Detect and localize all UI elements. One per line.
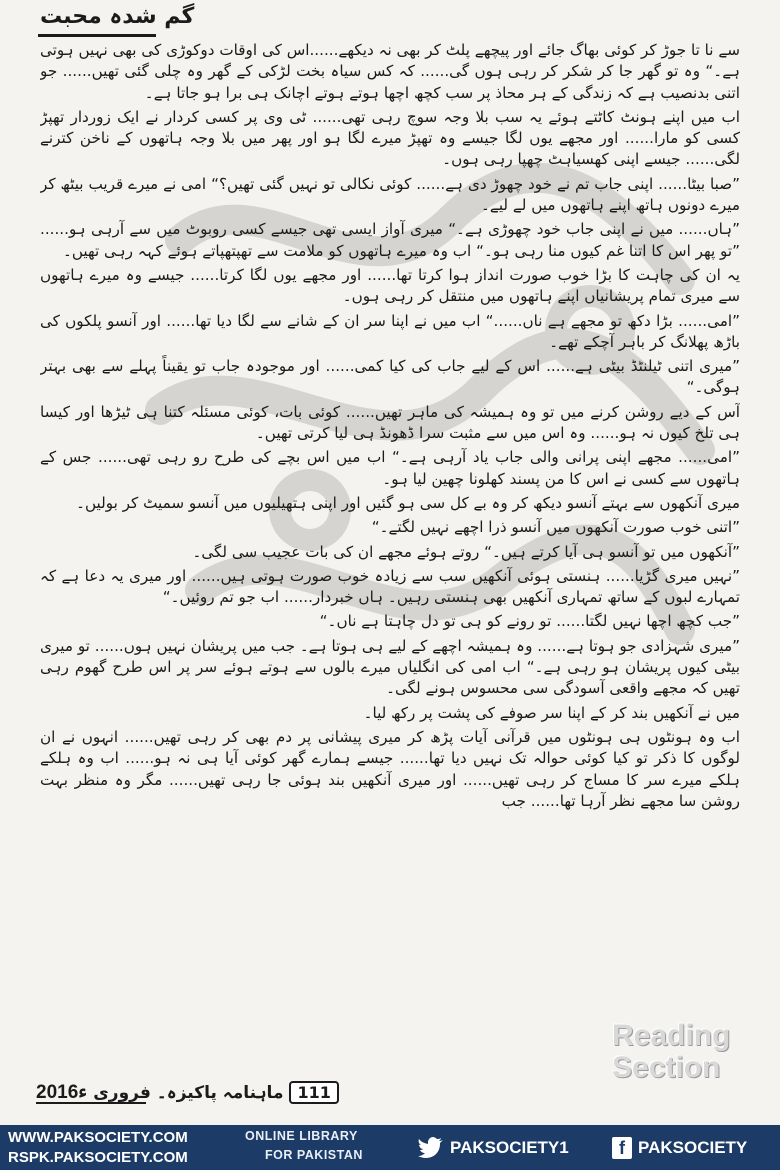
paragraph: اب وہ ہونٹوں ہی ہونٹوں میں قرآنی آیات پڑھ کر میری پیشانی پر دم بھی کر رہی تھیں...... انہوں نے ان لوگوں کا ذکر تو کیا کوئی حوالہ تک نہیں دیا تھا...... جیسے ہمارے گھر کوئی آیا ہی نہ ہو...... اب وہ ہلکے ہلکے میرے سر کا مساج کر رہی تھیں...... اور میری آنکھیں بند ہوئی جا رہی تھیں...... مگر وہ منظر بہت روشن سا مجھے نظر آرہا تھا...... جب xyxy=(40,727,740,810)
paragraph: اب میں اپنے ہونٹ کاٹتے ہوئے یہ سب بلا وجہ سوچ رہی تھی...... ٹی وی پر کسی کردار نے ایک زوردار تھپڑ کسی کو مارا...... اور مجھے یوں لگا جیسے وہ تھپڑ میرے لگا ہو اور پھر میں بلا وجہ ہاتھوں کے ناخن کترنے لگی...... جیسے اپنی کھسیاہٹ چھپا رہی ہوں۔ xyxy=(40,107,740,169)
page-title: گم شدہ محبت xyxy=(40,4,195,29)
paragraph: آس کے دیے روشن کرنے میں تو وہ ہمیشہ کی ماہر تھیں...... کوئی بات، کوئی مسئلہ کتنا ہی ٹیڑھا اور کیسا ہی تلخ کیوں نہ ہو...... وہ اس میں سے مثبت سرا ڈھونڈ ہی لیا کرتی تھیں۔ xyxy=(40,402,740,443)
facebook-handle: PAKSOCIETY xyxy=(638,1138,748,1157)
stamp-line-1: Reading xyxy=(612,1019,731,1052)
paragraph: میں نے آنکھیں بند کر کے اپنا سر صوفے کی پشت پر رکھ لیا۔ xyxy=(363,703,740,722)
paragraph: ”جب کچھ اچھا نہیں لگتا...... تو رونے کو ہی تو دل چاہتا ہے ناں۔“ xyxy=(319,612,740,631)
paragraph: ”میری شہزادی جو ہوتا ہے...... وہ ہمیشہ اچھے کے لیے ہی ہوتا ہے۔ جب میں پریشان نہیں ہوں...... تو میری بیٹی کیوں پریشان ہو رہی ہے۔“ اب امی کی انگلیاں میرے بالوں سے ہوتے ہوئے سر پر اس طرح گھوم رہی تھیں کہ مجھے واقعی آسودگی سی محسوس ہونے لگی۔ xyxy=(40,636,740,698)
paragraph: ”امی...... بڑا دکھ تو مجھے ہے ناں......“ اب میں نے اپنا سر ان کے شانے سے لگا دیا تھا...... اور آنسو پلکوں کی باڑھ پھلانگ کر باہر آچکے تھے۔ xyxy=(40,311,740,351)
page-number: 111 xyxy=(289,1081,338,1104)
footer-underline xyxy=(36,1102,146,1104)
article-body xyxy=(40,40,740,1070)
paragraph: ”امی...... مجھے اپنی پرانی والی جاب یاد آرہی ہے۔“ اب میں اس بچے کی طرح رو رہی تھی...... جس کے ہاتھوں سے کسی نے اس کا من پسند کھلونا چھین لیا ہو۔ xyxy=(40,448,740,488)
stamp-line-2: Section xyxy=(612,1051,721,1084)
twitter-bird-icon xyxy=(418,1137,444,1159)
website-link-secondary[interactable]: RSPK.PAKSOCIETY.COM xyxy=(8,1149,188,1166)
twitter-link[interactable] xyxy=(418,1137,569,1159)
paragraph: ”ہاں...... میں نے اپنی جاب خود چھوڑی ہے۔“ میری آواز ایسی تھی جیسے کسی روبوٹ میں سے آرہی ہو...... ”تو پھر اس کا اتنا غم کیوں منا رہی ہو۔“ اب وہ میرے ہاتھوں کو ملامت سے تھپتھپاتے ہوئے کہہ رہی تھیں۔ xyxy=(40,220,740,260)
magazine-name: ماہنامہ پاکیزہ۔ فروری xyxy=(93,1082,284,1103)
paragraph: ”نہیں میری گڑیا...... ہنستی ہوئی آنکھیں سب سے زیادہ خوب صورت ہوتی ہیں...... اور میری یہ دعا ہے کہ تمہارے لبوں کے ساتھ تمہاری آنکھیں بھی ہنستی رہیں۔ ہاں خبردار...... اب جو تم روئیں۔“ xyxy=(40,566,740,607)
facebook-icon: f xyxy=(612,1137,632,1159)
paragraph: ”صبا بیٹا...... اپنی جاب تم نے خود چھوڑ دی ہے...... کوئی نکالی تو نہیں گئی تھیں؟“ امی نے میرے قریب بیٹھ کر میرے دونوں ہاتھ اپنے ہاتھوں میں لے لیے۔ xyxy=(40,174,740,215)
website-link[interactable]: WWW.PAKSOCIETY.COM xyxy=(8,1129,188,1146)
paragraph: میری آنکھوں سے بہتے آنسو دیکھ کر وہ بے کل سی ہو گئیں اور اپنی ہتھیلیوں میں آنسو سمیٹ کر بولیں۔ xyxy=(76,493,740,512)
title-underline xyxy=(38,34,156,37)
issue-year: 2016ء xyxy=(36,1081,88,1103)
twitter-handle: PAKSOCIETY1 xyxy=(450,1138,569,1157)
paragraph: ”میری اتنی ٹیلنٹڈ بیٹی ہے...... اس کے لیے جاب کی کیا کمی...... اور موجودہ جاب تو یقیناً پہلے سے بھی بہتر ہوگی۔“ xyxy=(40,357,740,397)
paragraph: سے نا تا جوڑ کر کوئی بھاگ جائے اور پیچھے پلٹ کر بھی نہ دیکھے......اس کی اوقات دوکوڑی کی بھی نہیں ہوتی ہے۔“ وہ تو گھر جا کر شکر کر رہی ہوں گی...... کہ کس سیاہ بخت لڑکی کے گھر وہ چلی گئی تھیں...... جو اتنی بدنصیب ہے کہ زندگی کے ہر محاذ پر سب کچھ اچھا ہوتے ہوتے اچانک ہی برا ہو جاتا ہے۔ xyxy=(40,41,740,102)
paragraph: ”اتنی خوب صورت آنکھوں میں آنسو ذرا اچھے نہیں لگتے۔“ xyxy=(371,518,740,537)
facebook-link[interactable] xyxy=(612,1137,747,1159)
reading-section-stamp xyxy=(612,1020,730,1084)
paragraph: یہ ان کی چاہت کا بڑا خوب صورت انداز ہوا کرتا تھا...... اور مجھے یوں لگا کرتا...... جیسے وہ میرے ہاتھوں سے میری تمام پریشانیاں اپنے ہاتھوں میں منتقل کر رہی ہوں۔ xyxy=(40,265,740,306)
library-label-line1: ONLINE LIBRARY xyxy=(245,1129,358,1143)
site-banner xyxy=(0,1125,780,1170)
paragraph: ”آنکھوں میں تو آنسو ہی آیا کرتے ہیں۔“ روتے ہوئے مجھے ان کی بات عجیب سی لگی۔ xyxy=(192,542,740,561)
library-label-line2: FOR PAKISTAN xyxy=(265,1148,363,1162)
